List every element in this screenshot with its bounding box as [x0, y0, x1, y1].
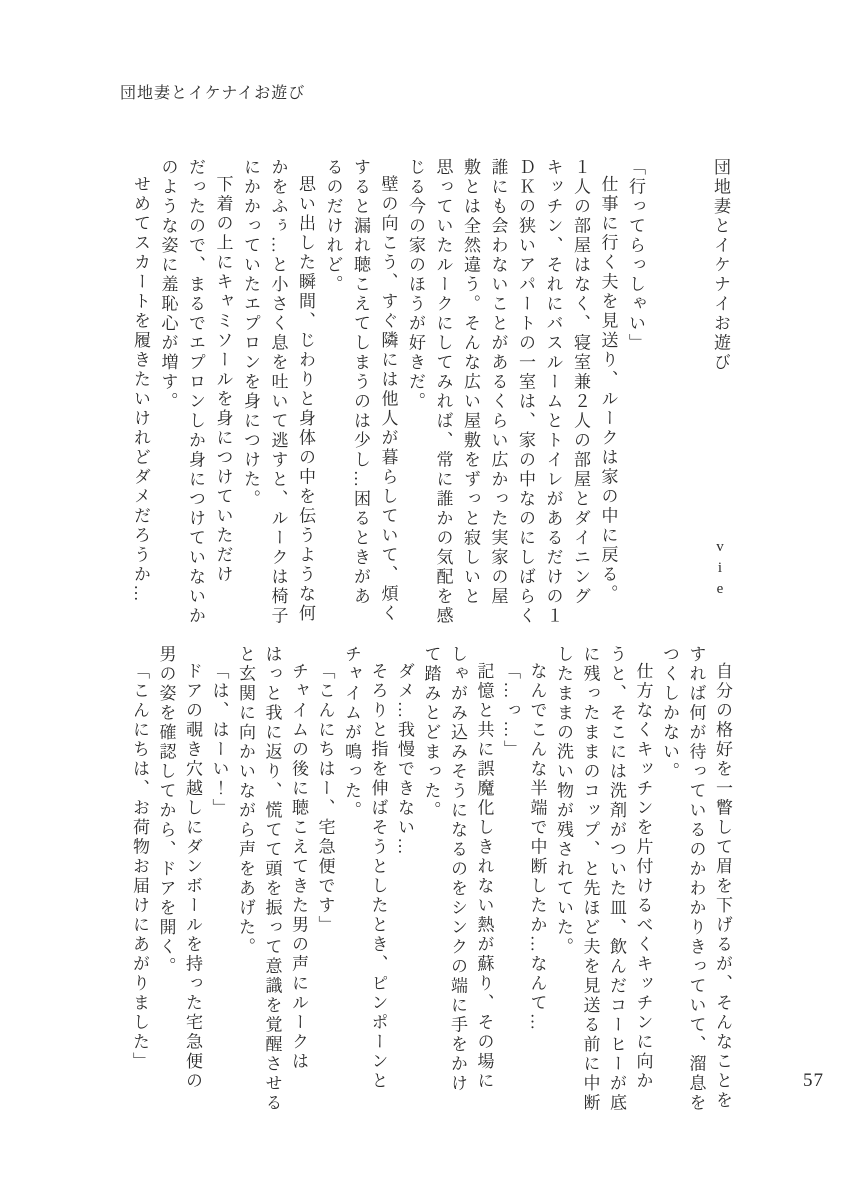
text-line: のような姿に羞恥心が増す。 — [158, 158, 178, 412]
text-line: したままの洗い物が残されていた。 — [554, 645, 573, 957]
running-header: 団地妻とイケナイお遊び — [120, 85, 306, 102]
text-line: かをふぅ…と小さく息を吐いて逃すと、ルークは椅子 — [268, 158, 288, 626]
text-line: 男の姿を確認してから、ドアを開く。 — [156, 645, 176, 977]
text-line: じる今の家のほうが好きだ。 — [406, 158, 425, 412]
text-line: そろりと指を伸ばそうとしたとき、ピンポーンと — [368, 662, 388, 1091]
text-line: ドアの覗き穴越しにダンボールを持った宅急便の — [183, 662, 202, 1091]
text-line: 仕方なくキッチンを片付けるべくキッチンに向か — [633, 662, 653, 1091]
text-line: 「行ってらっしゃい」 — [626, 158, 645, 353]
text-line: １人の部屋はなく、寝室兼２人の部屋とダイニング — [571, 158, 590, 607]
page-number: 57 — [803, 1070, 824, 1091]
text-line: すれば何が待っているのかわかりきっていて、溜息を — [686, 645, 706, 1113]
text-line: と玄関に向かいながら声をあげた。 — [236, 645, 255, 957]
text-line: 自分の格好を一瞥して眉を下げるが、そんなことを — [713, 662, 732, 1111]
text-line: 思い出した瞬間、じわりと身体の中を伝うような何 — [296, 175, 315, 624]
text-line: 「…っ…」 — [501, 662, 520, 760]
story-title-column — [705, 158, 735, 634]
text-line: だったので、まるでエプロンしか身につけていないか — [186, 158, 205, 626]
text-line: 「は、はーい！」 — [209, 662, 229, 818]
text-line: に残ったままのコップ、と先ほど夫を見送る前に中断 — [580, 645, 600, 1113]
text-line: すると漏れ聴こえてしまうのは少し…困るときがあ — [351, 158, 370, 607]
text-line: 誰にも会わないことがあるくらい広かった実家の屋 — [488, 158, 508, 607]
text-line: チャイムの後に聴こえてきた男の声にルークは — [289, 662, 308, 1072]
text-line: 下着の上にキャミソールを身につけていただけ — [213, 175, 233, 585]
text-line: ダメ…我慢できない… — [395, 662, 414, 857]
text-line: キッチン、それにバスルームとトイレがあるだけの１ — [543, 158, 563, 626]
text-line: 敷とは全然違う。そんな広い屋敷をずっと寂しいと — [461, 158, 480, 607]
text-line: つくしかない。 — [660, 645, 679, 782]
text-line: 仕事に行く夫を見送り、ルークは家の中に戻る。 — [598, 175, 618, 604]
top-text-block — [127, 158, 736, 634]
text-line: て踏みとどまった。 — [421, 645, 441, 821]
text-line: しゃがみ込みそうになるのをシンクの端に手をかけ — [448, 645, 467, 1094]
text-line: 「こんにちは、お荷物お届けにあがりました」 — [130, 662, 149, 1072]
text-line: にかかっていたエプロンを身につけた。 — [241, 158, 260, 509]
text-line: なんでこんな半端で中断したか…なんて… — [527, 662, 547, 1033]
author-name: vie — [712, 539, 728, 603]
text-line: チャイムが鳴った。 — [342, 645, 361, 821]
text-line: 「こんにちはー、宅急便です」 — [315, 662, 335, 935]
text-line: はっと我に返り、慌てて頭を振って意識を覚醒させる — [262, 645, 282, 1113]
text-line: 記憶と共に誤魔化しきれない熱が蘇り、その場に — [474, 662, 494, 1091]
text-line: うと、そこには洗剤がついた皿、飲んだコーヒーが底 — [607, 645, 626, 1113]
text-line: 壁の向こう、すぐ隣には他人が暮らしていて、煩く — [378, 175, 398, 624]
text-line: ＤＫの狭いアパートの一室は、家の中なのにしばらく — [516, 158, 535, 626]
bottom-text-block — [126, 645, 736, 1123]
story-title-text: 団地妻とイケナイお遊び — [711, 158, 730, 373]
text-line: せめてスカートを履きたいけれどダメだろうか… — [131, 175, 150, 604]
text-line: 思っていたルークにしてみれば、常に誰かの気配を感 — [433, 158, 453, 626]
text-line: るのだけれど。 — [323, 158, 343, 295]
